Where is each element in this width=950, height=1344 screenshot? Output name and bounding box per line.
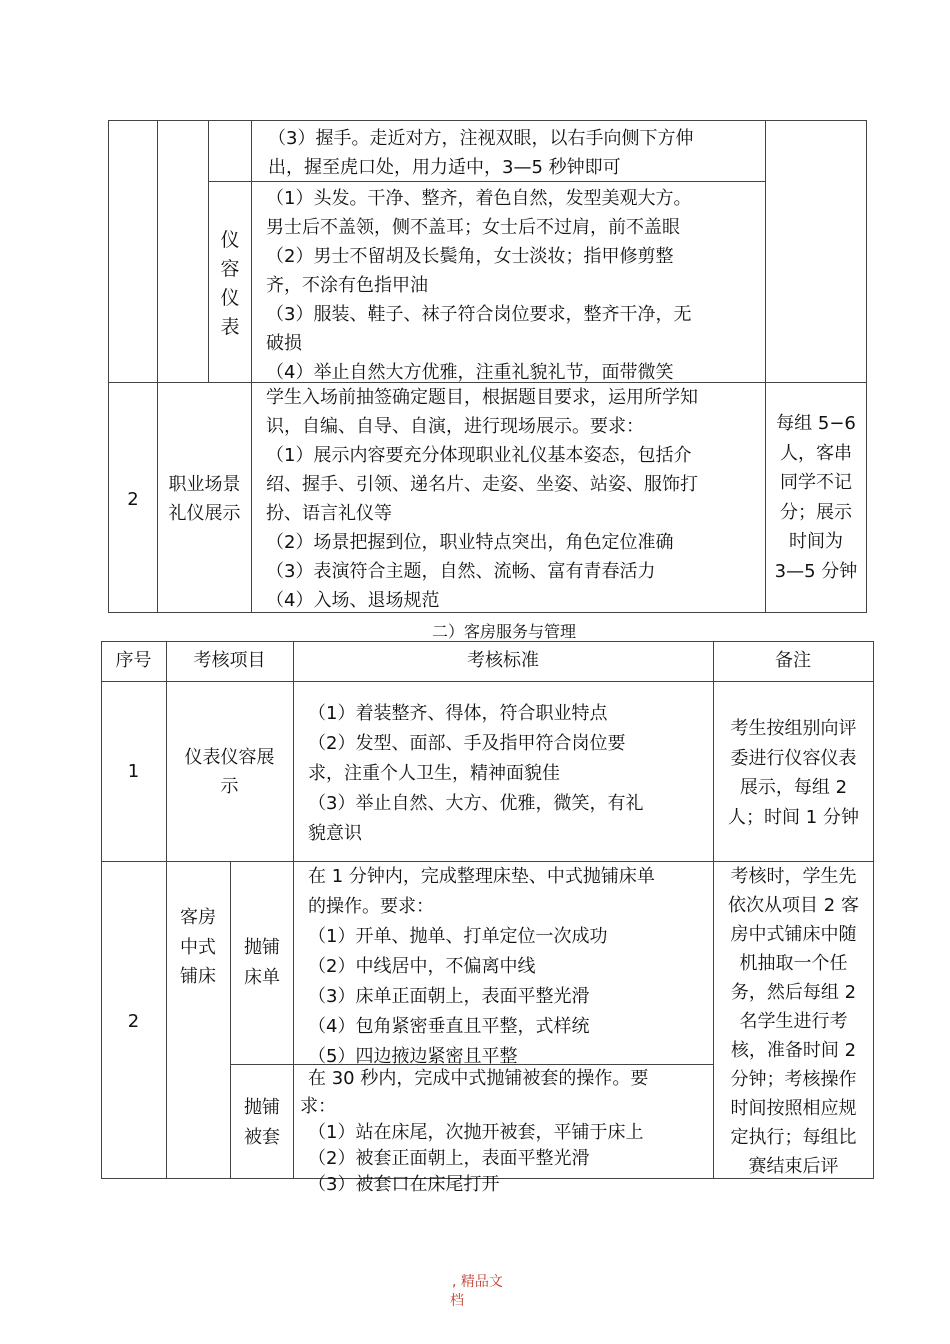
standard-line: （1）着装整齐、得体，符合职业特点: [308, 703, 608, 724]
header-note: 备注: [775, 650, 811, 671]
standard-line: 出，握至虎口处，用力适中，3—5 秒钟即可: [268, 157, 621, 178]
note-line: 分；展示: [780, 501, 852, 523]
standard-line: （2）发型、面部、手及指甲符合岗位要: [308, 733, 626, 754]
note-line: 机抽取一个任: [739, 953, 848, 974]
standard-line: （4）举止自然大方优雅，注重礼貌礼节，面带微笑: [266, 362, 674, 383]
standard-line: （5）四边掖边紧密且平整: [308, 1046, 518, 1067]
item-name-cell: [166, 903, 230, 992]
standard-line: 求，注重个人卫生，精神面貌佳: [308, 763, 560, 784]
standard-line: 求：: [300, 1096, 336, 1117]
sub-item-name: 床单: [244, 966, 280, 988]
standard-line: （1）开单、抛单、打单定位一次成功: [308, 926, 608, 947]
table-2-header-divider: [101, 681, 873, 682]
note-line: 考生按组别向评: [730, 718, 857, 739]
standard-line: 的操作。要求：: [308, 896, 434, 917]
note-cell: [714, 862, 873, 1178]
note-line: 人；时间 1 分钟: [728, 806, 859, 828]
item-name: 示: [220, 776, 239, 797]
standard-cell: [294, 862, 712, 1067]
standard-line: 在 1 分钟内，完成整理床垫、中式抛铺床单: [308, 866, 655, 887]
table-1-border: [208, 120, 209, 383]
sub-item-cell: [231, 933, 293, 992]
standard-line: 齐，不涂有色指甲油: [266, 275, 428, 296]
item-name: 客房: [180, 907, 216, 928]
row-number: 2: [127, 489, 139, 510]
row-number: 2: [127, 1011, 140, 1032]
standard-line: （1）站在床尾，次抛开被套，平铺于床上: [308, 1122, 644, 1143]
standard-line: 扮、语言礼仪等: [266, 503, 392, 524]
note-line: 赛结束后评: [748, 1156, 839, 1177]
note-line: 人，客串: [780, 442, 852, 464]
note-line: 委进行仪容仪表: [730, 747, 857, 769]
item-name: 仪表仪容展: [184, 747, 275, 768]
sub-item-name: 被套: [244, 1126, 280, 1148]
standard-line: （3）被套口在床尾打开: [308, 1174, 500, 1195]
table-1-border: [157, 120, 158, 613]
standard-line: （4）包角紧密垂直且平整，式样统: [308, 1016, 590, 1037]
note-line: 时间为: [789, 531, 843, 552]
standard-line: （2）中线居中，不偏离中线: [308, 956, 536, 977]
standard-line: （1）头发。干净、整齐，着色自然，发型美观大方。: [266, 188, 692, 209]
note-line: 房中式铺床中随: [730, 924, 857, 945]
standard-line: （3）服装、鞋子、袜子符合岗位要求，整齐干净，无: [266, 304, 692, 325]
standard-line: （3）表演符合主题，自然、流畅、富有青春活力: [266, 561, 656, 582]
note-cell: [714, 714, 873, 832]
standard-line: 识，自编、自导、自演，进行现场展示。要求：: [266, 416, 644, 437]
standard-line: （1）展示内容要充分体现职业礼仪基本姿态，包括介: [266, 445, 692, 466]
sub-item-label-text: 仪容仪表: [220, 229, 240, 338]
note-line: 时间按照相应规: [730, 1098, 857, 1119]
note-cell: [766, 409, 866, 586]
sub-item-cell: [231, 1093, 293, 1152]
table-1-top-border: [108, 120, 866, 121]
standard-line: 在 30 秒内，完成中式抛铺被套的操作。要: [308, 1068, 649, 1089]
table-2-border: [101, 641, 102, 1179]
note-line: 每组 5−6: [776, 413, 856, 434]
standard-cell: [252, 182, 764, 382]
standard-line: 学生入场前抽签确定题目，根据题目要求，运用所学知: [266, 387, 698, 408]
note-line: 同学不记: [780, 472, 852, 493]
table-1-border: [866, 120, 867, 613]
sub-item-label: [216, 226, 244, 342]
standard-line: （3）床单正面朝上，表面平整光滑: [308, 986, 590, 1007]
note-line: 分钟；考核操作: [730, 1069, 857, 1090]
row-number: 1: [127, 761, 140, 782]
standard-line: （3）握手。走近对方，注视双眼，以右手向侧下方伸: [268, 128, 694, 149]
section-caption: 二）客房服务与管理: [432, 622, 577, 641]
sub-item-name: 抛铺: [244, 937, 280, 958]
note-line: 考核时，学生先: [730, 866, 857, 887]
footer-mark: 档: [450, 1293, 464, 1309]
note-line: 3—5 分钟: [774, 560, 858, 582]
standard-line: （3）举止自然、大方、优雅，微笑，有礼: [308, 793, 644, 814]
note-line: 核，准备时间 2: [730, 1040, 857, 1061]
note-line: 名学生进行考: [739, 1011, 848, 1032]
table-1-border: [108, 120, 109, 613]
standard-line: （2）男士不留胡及长鬓角，女士淡妆；指甲修剪整: [266, 246, 674, 267]
footer-mark: , 精品文: [452, 1274, 503, 1290]
note-line: 定执行；每组比: [730, 1127, 857, 1148]
note-line: 务，然后每组 2: [730, 982, 857, 1003]
standard-line: （2）场景把握到位，职业特点突出，角色定位准确: [266, 532, 674, 553]
table-2-border: [873, 641, 874, 1179]
standard-line: 绍、握手、引领、递名片、走姿、坐姿、站姿、服饰打: [266, 474, 698, 495]
sub-item-name: 抛铺: [244, 1097, 280, 1118]
standard-line: 貌意识: [308, 823, 362, 844]
header-standard: 考核标准: [467, 650, 539, 671]
standard-line: （2）被套正面朝上，表面平整光滑: [308, 1148, 590, 1169]
standard-cell: [252, 383, 764, 612]
item-name: 职业场景: [168, 474, 241, 495]
item-name: 中式: [180, 936, 216, 958]
header-no: 序号: [115, 650, 152, 671]
table-2-top-border: [101, 641, 873, 642]
standard-cell: [294, 1065, 712, 1195]
header-item: 考核项目: [193, 650, 266, 671]
item-name: 礼仪展示: [168, 503, 241, 524]
note-line: 展示，每组 2: [739, 777, 848, 798]
standard-line: （4）入场、退场规范: [266, 590, 440, 611]
standard-line: 破损: [266, 333, 302, 354]
note-line: 依次从项目 2 客: [728, 895, 859, 916]
standard-line: 男士后不盖领，侧不盖耳；女士后不过肩，前不盖眼: [266, 217, 680, 238]
table-1-bottom-border: [108, 612, 866, 613]
item-name: 铺床: [180, 966, 216, 987]
